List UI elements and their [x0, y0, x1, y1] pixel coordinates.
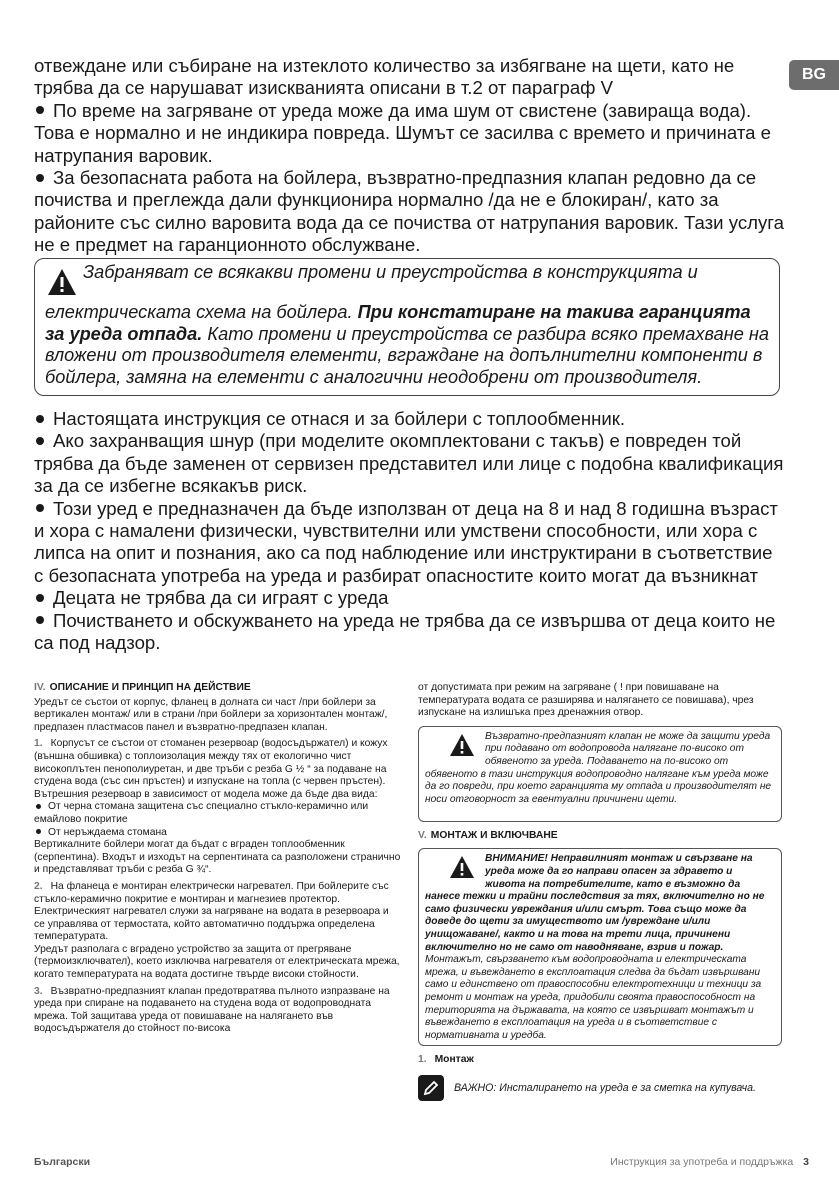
warning-text-2: Като промени и преустройства се разбира всяко премахване на вложени от производителя елементи, вграждане на допълнителни компоненти в бойлера, замяна на елементи с аналогични неодобрени от производителя. — [45, 323, 769, 388]
bullet-dot — [36, 415, 44, 423]
numbered-paragraph: 3. Възвратно-предпазният клапан предотвратява пълното изпразване на уреда при спиране на подаването на студена вода от водопроводната мрежа. Той защитава уреда от повишаване на налягането във водосъдържателя до стойност по-висока — [34, 985, 390, 1035]
paragraph: Уредът се състои от корпус, фланец в долната си част /при бойлери за вертикален монтаж/ или в страни /при бойлери за хоризонтален монтаж/, предпазен пластмасов панел и възвратно-предпазен клапан. — [34, 696, 388, 733]
installation-warning-box: ВНИМАНИЕ! Неправилният монтаж и свързване на уреда може да го направи опасен за здравето и живота на потребителите, като е възможно да нанесе тежки и трайни последствия за тях, включително но не само физически увреждания и/или смърт. Това също може да доведе до щети за имуществото им /увреждане и/или унищожаване/, както и на това на трети лица, причинени включително но не само от наводняване, взрив и пожар. Монтажът, свързването към водопроводната и електрическата мрежа, и въвеждането в експлоатация следва да бъдат извършвани само и единствено от правоспособни електротехници и техници за ремонт и монтаж на уреда, придобили своята правоспособност на територията на държавата, на която се извършват монтажът и въвеждането в експлоатация на уреда и в съответствие с нормативната и уредба. — [418, 848, 782, 1046]
warning-icon — [47, 268, 77, 302]
section-heading: IV. ОПИСАНИЕ И ПРИНЦИП НА ДЕЙСТВИЕ — [34, 682, 251, 693]
page-number: 3 — [803, 1156, 809, 1168]
bullet-dot — [36, 594, 44, 602]
footer-language: Български — [34, 1156, 91, 1168]
warning-text: Забраняват се всякакви промени и преустройства в конструкцията и електрическата схема на бойлера. — [45, 262, 698, 322]
bullet-dot — [36, 829, 41, 834]
bullet-paragraph: Почистването и обскужването на уреда не трябва да се извършва от деца които не са под надзор. — [34, 609, 776, 654]
warning-icon — [449, 733, 475, 762]
bullet-dot — [36, 174, 44, 182]
bullet-dot — [36, 804, 41, 809]
bullet-paragraph: Ако захранващия шнур (при моделите окомплектовани с такъв) е повреден той трябва да бъде заменен от сервизен представител или лице с подобна квалификация за да се избегне всякакъв риск. — [34, 430, 784, 497]
subsection-heading: 1. Монтаж — [418, 1054, 474, 1066]
bullet-paragraph: За безопасната работа на бойлера, възвратно-предпазния клапан редовно да се почиства и преглежда дали функционира нормално /да не е блокиран/, като за районите със силно варовита вода да се почиства от натрупания варовик. Тази услуга не е предмет на гаранционното обслужване. — [34, 167, 784, 256]
bullet-dot — [36, 106, 44, 114]
numbered-paragraph: 1. Корпусът се състои от стоманен резервоар (водосъдържател) и кожух (външна обшивка) с топлоизолация между тях от екологично чист високоплътен пенополиуретан, и две тръби с резба G ½ “ за подаване на студена вода (със син пръстен) и изпускане на топла (с червен пръстен). Вътрешния резервоар в зависимост от модела може да бъде два вида: От черна стомана защитена със специално стъкло-керамично или емайлово покритие От неръждаема стомана Вертикалните бойлери могат да бъдат с вграден топлообменник (серпентина). Входът и изходът на серпентината са разположени странично и представляват тръби с резба G ¾“. — [34, 738, 401, 876]
left-column — [34, 682, 402, 1040]
warning-box — [34, 258, 780, 396]
mid-text-block — [34, 408, 786, 654]
pencil-icon — [418, 1075, 444, 1101]
top-text-block — [34, 55, 786, 257]
language-tab: BG — [789, 60, 839, 90]
bullet-paragraph: По време на загряване от уреда може да има шум от свистене (завираща вода). Това е нормално и не индикира повреда. Шумът се засилва с времето и причината е натрупания варовик. — [34, 99, 772, 166]
footer-doc-info: Инструкция за употреба и поддръжка 3 — [610, 1156, 809, 1168]
bullet-paragraph: Настоящата инструкция се отнася и за бойлери с топлообменник. — [34, 408, 786, 430]
valve-warning-box: Възвратно-предпазният клапан не може да защити уреда при подавано от водопровода налягане по-високо от обявеното за уреда. Подаването на по-високо от обявеното в тази инструкция водопроводно налягане към уреда може да го повреди, при което гаранцията му отпада и производителят не носи отговорност за евентуални причинени щети. — [418, 726, 782, 822]
bullet-dot — [36, 504, 44, 512]
paragraph: от допустимата при режим на загряване ( ! при повишаване на температурата водата се разширява и налягането се повишава), чрез изпускане на излишъка през дренажния отвор. — [418, 682, 754, 719]
warning-bold-text: При констатиране на такива гаранцията за уреда отпада. — [45, 301, 751, 344]
bullet-dot — [36, 616, 44, 624]
right-column — [418, 682, 782, 1101]
section-heading: V. МОНТАЖ И ВКЛЮЧВАНЕ — [418, 829, 558, 841]
note-row — [418, 1075, 782, 1101]
paragraph: отвеждане или събиране на изтеклото количество за избягване на щети, като не трябва да се нарушават изискванията описани в т.2 от параграф V — [34, 55, 735, 99]
bullet-paragraph: Този уред е предназначен да бъде използван от деца на 8 и над 8 годишна възраст и хора с намалени физически, чувствителни или умствени способности, или хора с липса на опит и познания, ако са под наблюдение или инструктирани в съответствие с безопасната употреба на уреда и разбират опасностите които могат да възникнат — [34, 497, 778, 586]
numbered-paragraph: 2. На фланеца е монтиран електрически нагревател. При бойлерите със стъкло-керамично покритие е монтиран и магнезиев протектор. Електрическият нагревател служи за нагряване на водата в резервоара и се управлява от термостата, който автоматично поддържа определена температурата. Уредът разполага с вградено устройство за защита от прегряване (термоизключвател), което изключва нагревателя от електрическата мрежа, когато температурата на водата достигне твърде високи стойности. — [34, 880, 400, 981]
note-text: ВАЖНО: Инсталирането на уреда е за сметка на купувача. — [454, 1081, 756, 1094]
bullet-paragraph: Децата не трябва да си играят с уреда — [34, 587, 786, 609]
warning-icon — [449, 855, 475, 884]
bullet-dot — [36, 437, 44, 445]
